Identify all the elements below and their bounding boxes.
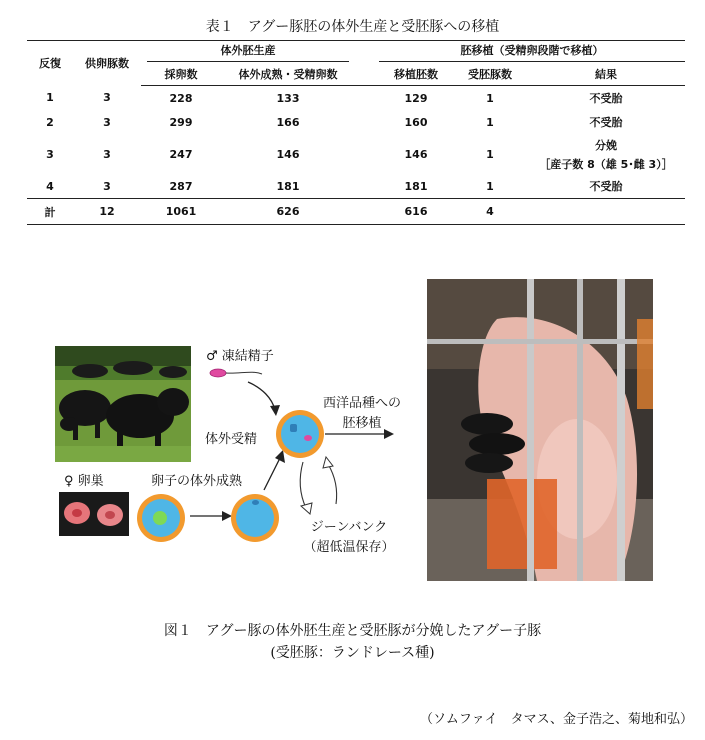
ivf-label: 体外受精 — [205, 432, 258, 447]
arrow-ivm — [190, 511, 232, 521]
table-title: 表１ アグー豚胚の体外生産と受胚豚への移植 — [205, 19, 500, 35]
header-recipients: 受胚豚数 — [453, 63, 527, 86]
header-donors: 供卵豚数 — [73, 41, 141, 86]
sow-with-piglets-photo — [427, 279, 653, 581]
sperm-icon — [210, 369, 262, 377]
ivm-label: 卵子の体外成熟 — [151, 474, 243, 489]
gene-bank-cycle-arrows — [300, 457, 336, 514]
diagram-arrows — [0, 330, 420, 570]
table-row: 2 3 299 166 160 1 不受胎 — [46, 115, 623, 129]
table-total-row: 計 12 1061 626 616 4 — [27, 199, 685, 225]
arrow-sperm-to-ivf — [248, 382, 280, 416]
header-ivp-group: 体外胚生産 — [147, 42, 349, 62]
table-row: 4 3 287 181 181 1 不受胎 — [46, 179, 623, 193]
authors: （ソムファイ タマス、金子浩之、菊地和弘） — [419, 712, 693, 727]
arrow-to-transfer — [325, 429, 394, 439]
figure-caption: 図１ アグー豚の体外胚生産と受胚豚が分娩したアグー子豚 — [163, 623, 542, 639]
matured-oocyte-icon — [231, 494, 279, 542]
arrow-to-ivf — [264, 450, 285, 490]
table-row: 3 3 247 146 146 1 分娩 ［産子数 8（雄 5･雌 3）］ — [46, 138, 673, 171]
header-collected: 採卵数 — [141, 63, 221, 86]
ovary-label: ♀ 卵巣 — [64, 474, 104, 489]
table-row: 1 3 228 133 129 1 不受胎 — [46, 91, 623, 105]
oocyte-icon — [137, 494, 185, 542]
frozen-sperm-label: ♂ 凍結精子 — [206, 349, 274, 364]
header-result: 結果 — [527, 63, 685, 86]
header-rep: 反復 — [27, 41, 73, 86]
figure-caption-sub: (受胚豚：ランドレース種) — [270, 645, 435, 661]
header-transfer-group: 胚移植（受精卵段階で移植） — [379, 42, 685, 62]
header-transferred: 移植胚数 — [379, 63, 453, 86]
transfer-label: 西洋品種への 胚移植 — [322, 396, 401, 431]
gene-bank-label: ジーンバンク （超低温保存） — [303, 520, 395, 555]
header-matured: 体外成熟・受精卵数 — [221, 63, 355, 86]
embryo-icon — [276, 410, 324, 458]
results-table — [27, 40, 685, 225]
